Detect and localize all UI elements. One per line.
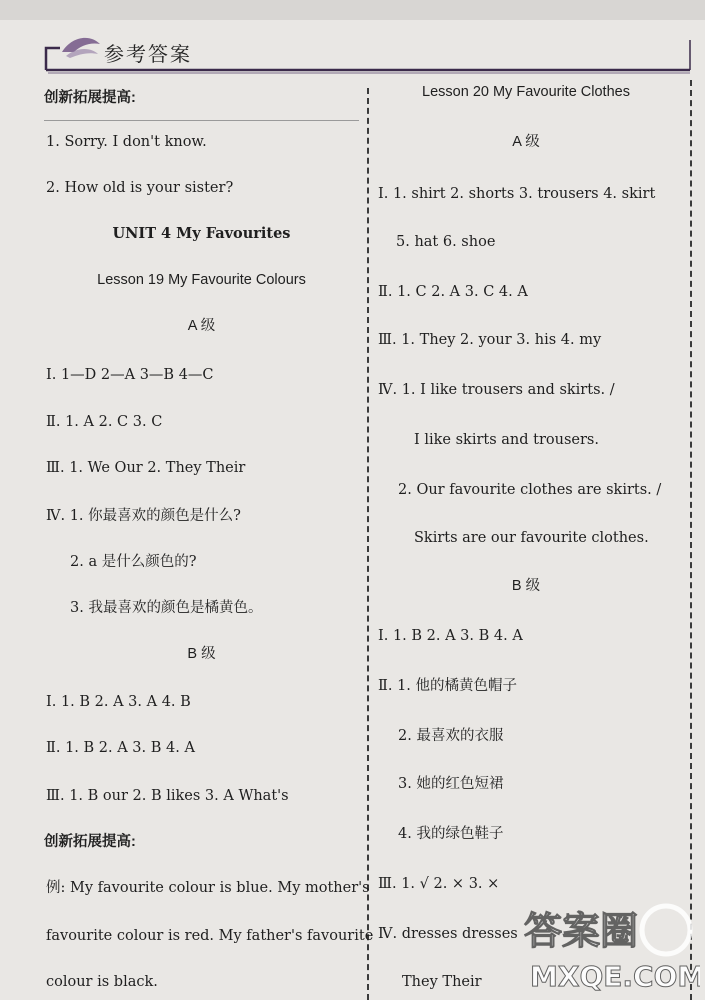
answer-line: Ⅲ. 1. They 2. your 3. his 4. my [378,332,602,348]
answer-line: Ⅰ. 1. B 2. A 3. B 4. A [378,628,523,644]
answer-line: Ⅳ. dresses dresses [378,926,518,942]
answer-line: 例: My favourite colour is blue. My mother's [46,880,370,896]
answer-line: Ⅳ. 1. 你最喜欢的颜色是什么? [46,508,241,524]
page-header [0,0,705,80]
answer-line: 2. a 是什么颜色的? [70,554,197,570]
answer-line: favourite colour is red. My father's favourite [46,928,374,944]
answer-line: They Their [402,974,482,990]
answer-line: Skirts are our favourite clothes. [414,530,649,546]
answer-line: 2. How old is your sister? [46,180,234,196]
watermark-logo [520,900,700,996]
section-heading-extension: 创新拓展提高: [44,834,136,850]
answer-line: Ⅱ. 1. C 2. A 3. C 4. A [378,284,528,300]
lesson-title: Lesson 20 My Favourite Clothes [422,84,630,100]
answer-line: 2. 最喜欢的衣服 [398,728,504,744]
answer-line: Ⅲ. 1. √ 2. × 3. × [378,876,500,892]
answer-line: 5. hat 6. shoe [396,234,496,250]
watermark-url: MXQE.COM [530,960,700,993]
answer-line: Ⅲ. 1. We Our 2. They Their [46,460,246,476]
level-heading: A 级 [512,134,540,150]
section-divider [44,120,359,121]
answer-line: 1. Sorry. I don't know. [46,134,207,150]
watermark-text: 答案圈 [524,909,639,953]
unit-title: UNIT 4 My Favourites [112,225,291,242]
answer-line: Ⅱ. 1. B 2. A 3. B 4. A [46,740,195,756]
answer-line: 3. 她的红色短裙 [398,776,504,792]
watermark-icon [520,900,700,996]
answer-line: Ⅰ. 1—D 2—A 3—B 4—C [46,367,214,383]
answer-line: 2. Our favourite clothes are skirts. / [398,482,662,498]
answer-line: Ⅱ. 1. 他的橘黄色帽子 [378,678,518,694]
level-heading: B 级 [187,646,216,662]
answer-line: I like skirts and trousers. [414,432,599,448]
level-heading: A 级 [187,318,216,334]
answer-line: colour is black. [46,974,158,990]
answer-line: Ⅰ. 1. B 2. A 3. A 4. B [46,694,191,710]
answer-line: Ⅳ. 1. I like trousers and skirts. / [378,382,615,398]
level-heading: B 级 [511,578,541,594]
answer-line: Ⅲ. 1. B our 2. B likes 3. A What's [46,788,289,804]
answer-line: 3. 我最喜欢的颜色是橘黄色。 [70,600,263,616]
page-title: 参考答案 [104,42,192,66]
answer-line: 4. 我的绿色鞋子 [398,826,504,842]
column-divider [367,88,369,1000]
answer-line: Ⅱ. 1. A 2. C 3. C [46,414,163,430]
answer-line: Ⅰ. 1. shirt 2. shorts 3. trousers 4. skirt [378,186,656,202]
right-margin-line [690,80,692,1000]
section-heading-extension: 创新拓展提高: [44,90,136,106]
lesson-title: Lesson 19 My Favourite Colours [97,272,306,288]
